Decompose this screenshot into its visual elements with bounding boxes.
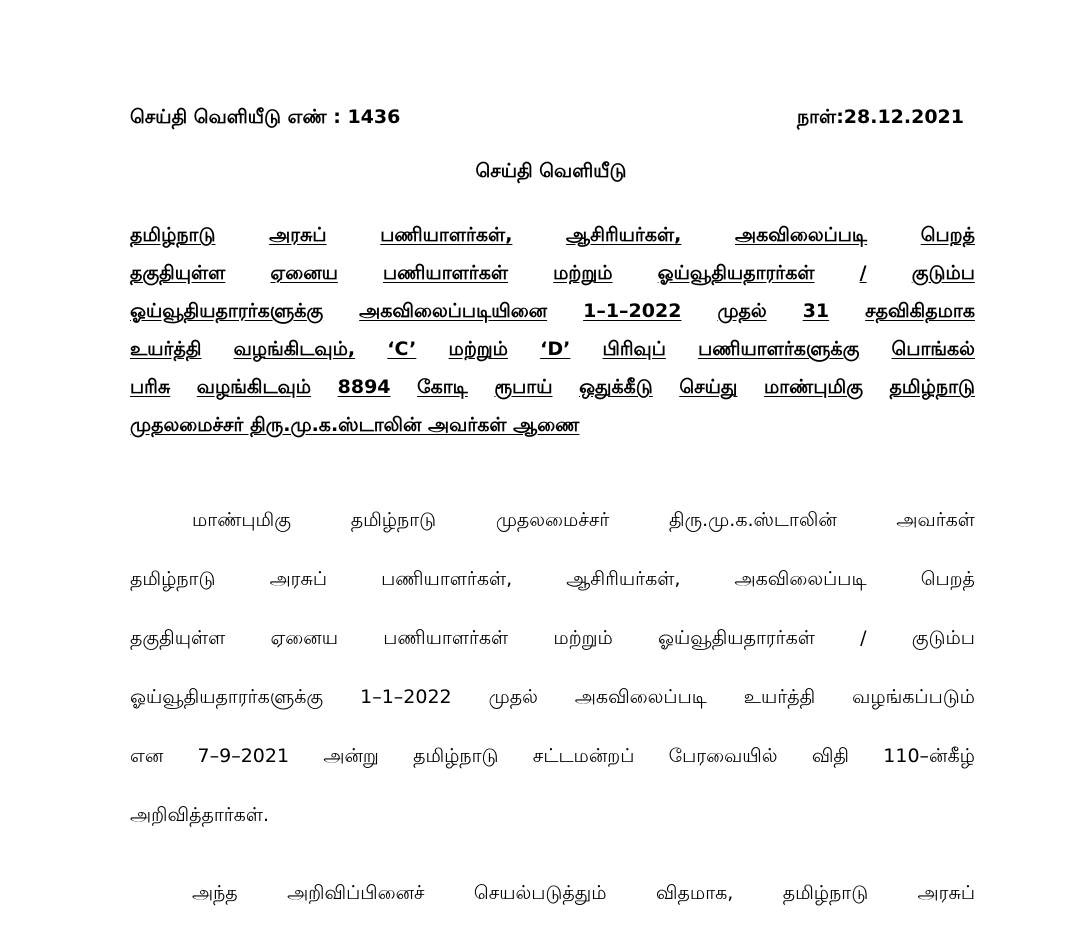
word: 7–9–2021 [197, 745, 290, 767]
word: செயல்படுத்தும் [473, 882, 607, 904]
word: / [859, 262, 867, 284]
paragraph2-lines-line [130, 878, 975, 937]
paragraph1-lines-line [130, 564, 975, 623]
word: தகுதியுள்ள [130, 627, 226, 649]
paragraph1-lines-line [130, 505, 975, 564]
word: தகுதியுள்ள [130, 262, 226, 284]
paragraph-1 [130, 505, 975, 859]
word: மற்றும் [553, 627, 613, 649]
word: ஆசிரியர்கள், [566, 224, 682, 246]
word: பெறத் [920, 568, 975, 590]
word: செய்து [679, 376, 738, 398]
word: உயர்த்தி [743, 686, 816, 708]
word: முதலமைச்சர் [495, 509, 610, 531]
word: 1–1–2022 [583, 300, 682, 322]
word: தமிழ்நாடு [130, 224, 216, 246]
word: விதி [811, 745, 849, 767]
word: பணியாளர்கள், [380, 224, 513, 246]
word: அரசுப் [269, 224, 327, 246]
word: குடும்ப [911, 627, 975, 649]
word: ஆசிரியர்கள், [566, 568, 681, 590]
word: ‘D’ [540, 338, 571, 360]
headline [130, 218, 975, 446]
word: முதல் [717, 300, 767, 322]
word: 31 [802, 300, 830, 322]
word: உயர்த்தி [130, 338, 202, 360]
headline-lines-line [130, 294, 975, 332]
word: ஓய்வூதியதாரர்களுக்கு [130, 300, 324, 322]
word: 8894 [337, 376, 391, 398]
word: அந்த [192, 882, 238, 904]
word: ஓய்வூதியதாரர்கள் [657, 262, 815, 284]
headline-lines-line [130, 408, 975, 446]
word: பிரிவுப் [602, 338, 666, 360]
word: என [130, 745, 164, 767]
word: சதவிகிதமாக [865, 300, 975, 322]
word: மற்றும் [448, 338, 508, 360]
word: ஓய்வூதியதாரர்களுக்கு [130, 686, 324, 708]
word: கோடி [417, 376, 468, 398]
word: மாண்புமிகு [192, 509, 292, 531]
word: ஏனைய [270, 262, 338, 284]
word: ஒதுக்கீடு [579, 376, 653, 398]
word: தமிழ்நாடு [413, 745, 499, 767]
word: அகவிலைப்படி [574, 686, 707, 708]
word: பெறத் [920, 224, 975, 246]
word: பணியாளர்கள் [383, 262, 509, 284]
word: அகவிலைப்படி [734, 568, 867, 590]
word: பணியாளர்கள் [383, 627, 509, 649]
release-date: நாள்:28.12.2021 [796, 106, 964, 128]
word: தமிழ்நாடு [782, 882, 869, 904]
page-title: செய்தி வெளியீடு [475, 160, 627, 182]
word: திரு.மு.க.ஸ்டாலின் [668, 509, 837, 531]
headline-lines-line [130, 332, 975, 370]
word: வழங்கிடவும் [196, 376, 312, 398]
word: மற்றும் [553, 262, 613, 284]
paragraph1-lines-line [130, 623, 975, 682]
word: முதல் [488, 686, 538, 708]
paragraph1-lines-line [130, 682, 975, 741]
word: அரசுப் [917, 882, 975, 904]
word: பணியாளர்களுக்கு [698, 338, 860, 360]
word: அன்று [323, 745, 379, 767]
headline-lines-line [130, 256, 975, 294]
word: தமிழ்நாடு [130, 568, 216, 590]
word: தமிழ்நாடு [350, 509, 437, 531]
paragraph1-lines-line [130, 741, 975, 800]
word: வழங்கிடவும், [233, 338, 356, 360]
word: / [860, 627, 867, 649]
word: அறிவிப்பினைச் [287, 882, 425, 904]
headline-lines-line [130, 370, 975, 408]
word: 110–ன்கீழ் [883, 745, 975, 767]
word: தமிழ்நாடு [889, 376, 975, 398]
paragraph-2 [130, 878, 975, 937]
word: ஓய்வூதியதாரர்கள் [658, 627, 815, 649]
word: பணியாளர்கள், [381, 568, 513, 590]
word: விதமாக, [655, 882, 734, 904]
word: ‘C’ [387, 338, 417, 360]
release-number: செய்தி வெளியீடு எண் : 1436 [130, 106, 401, 128]
word: ஏனைய [270, 627, 338, 649]
word: ரூபாய் [494, 376, 553, 398]
word: பரிசு [130, 376, 171, 398]
word: சட்டமன்றப் [532, 745, 635, 767]
word: 1–1–2022 [360, 686, 452, 708]
line-text: அறிவித்தார்கள். [130, 804, 270, 826]
word: வழங்கப்படும் [852, 686, 975, 708]
header-row [130, 104, 964, 130]
word: அரசுப் [269, 568, 328, 590]
line-text: முதலமைச்சர் திரு.மு.க.ஸ்டாலின் அவர்கள் ஆணை [130, 414, 580, 436]
word: பொங்கல் [891, 338, 975, 360]
headline-lines-line [130, 218, 975, 256]
word: மாண்புமிகு [763, 376, 863, 398]
word: அகவிலைப்படி [735, 224, 868, 246]
paragraph1-lines-line [130, 800, 975, 859]
word: பேரவையில் [668, 745, 778, 767]
word: அகவிலைப்படியினை [359, 300, 548, 322]
word: அவர்கள் [896, 509, 975, 531]
word: குடும்ப [911, 262, 975, 284]
